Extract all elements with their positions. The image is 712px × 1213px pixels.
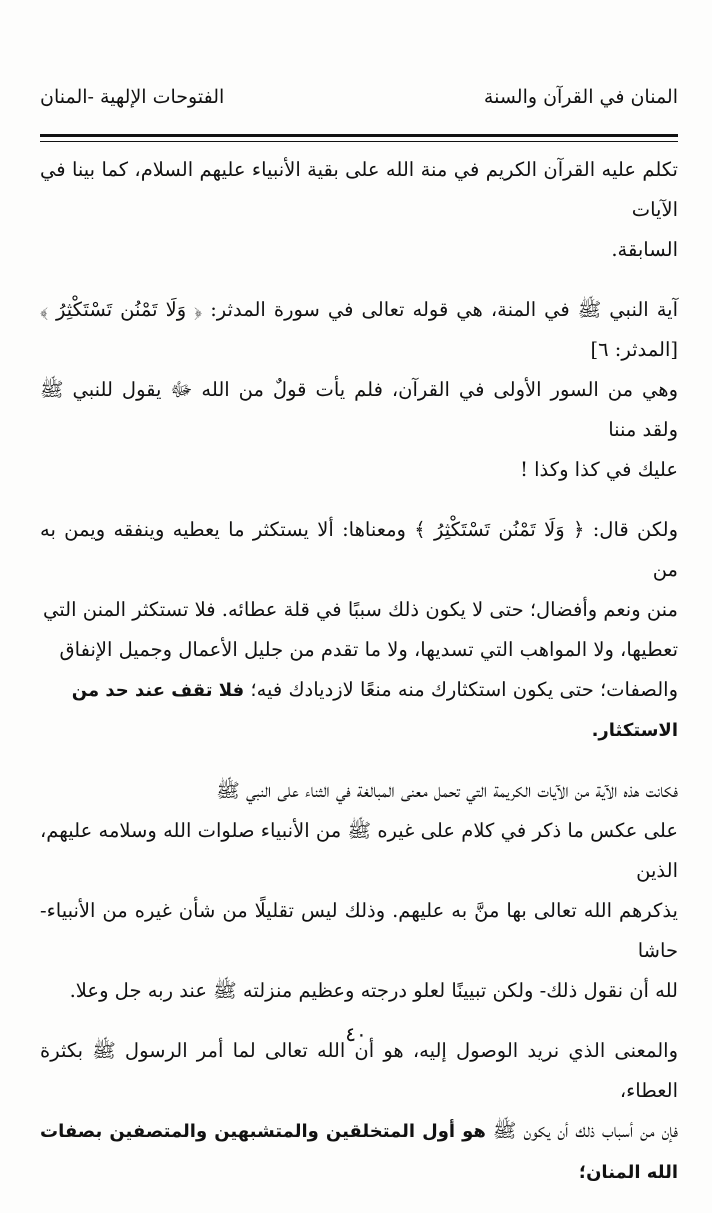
text-line: وهي من السور الأولى في القرآن، فلم يأت قولٌ من الله ﷻ يقول للنبي ﷺ ولقد مننا bbox=[40, 378, 678, 441]
text-line: السابقة. bbox=[611, 238, 678, 261]
text-line: عليك في كذا وكذا ! bbox=[520, 458, 678, 481]
paragraph bbox=[40, 290, 678, 490]
text-line: الاستكثار. bbox=[591, 720, 678, 741]
header-book-title: المنان في القرآن والسنة bbox=[483, 86, 678, 108]
text-line bbox=[40, 1111, 678, 1193]
text-run: فإن من أسباب ذلك أن يكون ﷺ bbox=[485, 1119, 678, 1142]
text-line: منن ونعم وأفضال؛ حتى لا يكون ذلك سببًا في قلة عطائه. فلا تستكثر المنن التي bbox=[43, 598, 678, 621]
header-rule-thick bbox=[40, 134, 678, 137]
text-line: ولكن قال: ﴿ وَلَا تَمْنُن تَسْتَكْثِرُ ﴾ ومعناها: ألا يستكثر ما يعطيه وينفقه ويمن به من bbox=[40, 518, 678, 581]
text-line: على عكس ما ذكر في كلام على غيره ﷺ من الأنبياء صلوات الله وسلامه عليهم، الذين bbox=[40, 819, 678, 882]
header-series-title: الفتوحات الإلهية -المنان bbox=[40, 86, 225, 108]
text-line bbox=[40, 670, 678, 711]
text-line: فكانت هذه الآية من الآيات الكريمة التي تحمل معنى المبالغة في الثناء على النبي ﷺ bbox=[216, 779, 678, 802]
bold-text-run: هو أول المتخلقين والمتشبهين والمتصفين بصفات الله المنان؛ bbox=[40, 1121, 678, 1183]
paragraph bbox=[40, 771, 678, 1011]
text-line: تعطيها، ولا المواهب التي تسديها، ولا ما تقدم من جليل الأعمال وجميل الإنفاق bbox=[59, 638, 678, 661]
header-rule-thin bbox=[40, 141, 678, 142]
text-line: تكلم عليه القرآن الكريم في منة الله على بقية الأنبياء عليهم السلام، كما بينا في الآيات bbox=[40, 158, 678, 221]
paragraph bbox=[40, 1031, 678, 1193]
text-run: والصفات؛ حتى يكون استكثارك منه منعًا لازديادك فيه؛ bbox=[244, 678, 678, 701]
running-header bbox=[40, 78, 678, 122]
text-line: يذكرهم الله تعالى بها منَّ به عليهم. وذلك ليس تقليلًا من شأن غيره من الأنبياء- حاشا bbox=[40, 899, 678, 962]
text-line: لله أن نقول ذلك- ولكن تبيينًا لعلو درجته وعظيم منزلته ﷺ عند ربه جل وعلا. bbox=[69, 979, 678, 1002]
paragraph bbox=[40, 510, 678, 751]
text-line: آية النبي ﷺ في المنة، هي قوله تعالى في سورة المدثر: ﴿ وَلَا تَمْنُن تَسْتَكْثِرُ ﴾ [المدثر: ٦] bbox=[40, 298, 678, 361]
text-line: والمعنى الذي نريد الوصول إليه، هو أن الله تعالى لما أمر الرسول ﷺ بكثرة العطاء، bbox=[40, 1039, 678, 1102]
body-text bbox=[40, 150, 678, 1213]
paragraph bbox=[40, 150, 678, 270]
page-number: ٤٠ bbox=[345, 1022, 367, 1046]
bold-text-run: فلا تقف عند حد من bbox=[71, 680, 245, 701]
